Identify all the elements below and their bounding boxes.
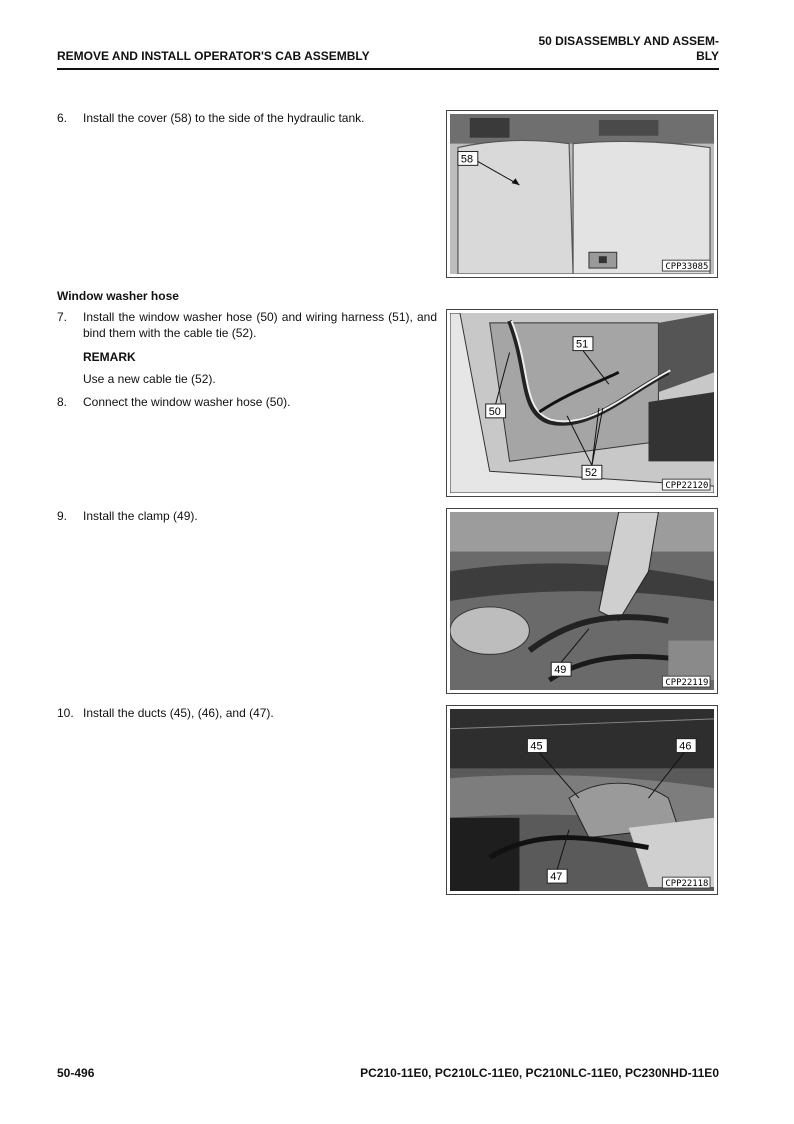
step-text: Install the window washer hose (50) and wiring harness (51), and bind them with the cable tie (52). (83, 310, 437, 340)
step-number: 8. (57, 395, 68, 409)
callout-46: 46 (679, 740, 692, 753)
figure-cover-58 (446, 110, 718, 278)
photo-clamp (450, 512, 714, 690)
chapter-title-line1: 50 DISASSEMBLY AND ASSEM- (538, 34, 719, 48)
remark-heading: REMARK (83, 350, 136, 364)
callout-49: 49 (554, 664, 567, 677)
figure-code: CPP22119 (665, 678, 709, 689)
step-number: 10. (57, 706, 74, 720)
chapter-title (489, 34, 719, 64)
figure-washer-hose (446, 309, 718, 497)
figure-code: CPP22120 (665, 481, 709, 492)
section-title: REMOVE AND INSTALL OPERATOR'S CAB ASSEMBLY (57, 49, 370, 63)
figure-code: CPP22118 (665, 879, 709, 890)
callout-51: 51 (576, 338, 589, 351)
step-text: Install the clamp (49). (83, 509, 198, 523)
callout-45: 45 (530, 740, 543, 753)
photo-ducts (450, 709, 714, 891)
callout-47: 47 (550, 871, 563, 884)
step-text: Connect the window washer hose (50). (83, 395, 291, 409)
callout-50: 50 (488, 405, 501, 418)
step-number: 6. (57, 111, 68, 125)
chapter-title-line2: BLY (696, 49, 719, 63)
step-text: Install the cover (58) to the side of the hydraulic tank. (83, 111, 365, 125)
step-number: 7. (57, 310, 68, 324)
illustration-washer-hose (450, 313, 714, 493)
section-heading: Window washer hose (57, 289, 179, 303)
step-7 (57, 309, 437, 341)
figure-clamp-49 (446, 508, 718, 694)
callout-58: 58 (460, 153, 474, 166)
header-rule (57, 68, 719, 70)
step-8 (57, 394, 437, 410)
figure-code: CPP33085 (665, 262, 709, 273)
step-9 (57, 508, 437, 524)
figure-ducts (446, 705, 718, 895)
photo-cover (450, 114, 714, 274)
step-10 (57, 705, 437, 721)
model-list: PC210-11E0, PC210LC-11E0, PC210NLC-11E0, PC230NHD-11E0 (360, 1066, 719, 1080)
step-text: Install the ducts (45), (46), and (47). (83, 706, 274, 720)
callout-52: 52 (584, 467, 598, 480)
remark-text: Use a new cable tie (52). (83, 372, 216, 386)
step-6 (57, 110, 437, 126)
page-number: 50-496 (57, 1066, 95, 1080)
step-number: 9. (57, 509, 68, 523)
